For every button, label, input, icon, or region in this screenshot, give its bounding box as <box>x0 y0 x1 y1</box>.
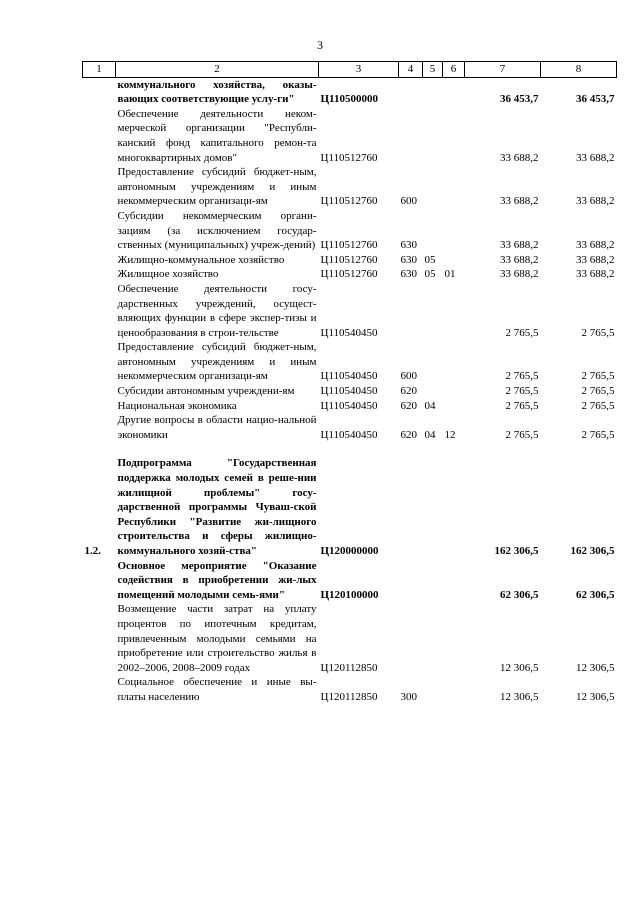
subsection-code <box>443 107 465 165</box>
row-name: Подпрограмма "Государственная поддержка молодых семей в реше-нии жилищной проблемы" госу-дарственной программы Чуваш-ской Республики "Развитие жи-лищного строительства и сферы жилищно-коммунального хозяй-ства" <box>117 457 317 557</box>
amount-col8: 33 688,2 <box>576 239 615 252</box>
target-code: Ц110512760 <box>320 195 378 208</box>
row-number <box>83 253 116 268</box>
subsection-code <box>443 282 465 340</box>
row-number <box>83 165 116 209</box>
row-number <box>83 384 116 399</box>
expense-group <box>399 77 423 107</box>
table-row <box>83 253 617 268</box>
amount-col8: 2 765,5 <box>581 399 615 412</box>
amount-col8: 12 306,5 <box>576 661 615 674</box>
row-name: Субсидии некоммерческим органи-зациям (за исключением государ-ственных (муниципальных) учреж-дений) <box>117 209 317 252</box>
amount-col8: 33 688,2 <box>576 195 615 208</box>
column-header: 4 <box>399 62 423 78</box>
subsection-code <box>443 253 465 268</box>
amount-col8: 162 306,5 <box>570 545 615 557</box>
amount-col7: 12 306,5 <box>500 690 539 703</box>
page-number: 3 <box>317 38 323 52</box>
target-code: Ц110540450 <box>320 385 378 398</box>
row-name: Социальное обеспечение и иные вы-платы населению <box>117 676 317 703</box>
target-code: Ц110512760 <box>320 268 378 281</box>
expense-group: 630 <box>400 239 417 252</box>
expense-group: 630 <box>400 253 417 266</box>
column-header: 3 <box>319 62 399 78</box>
amount-col8: 2 765,5 <box>581 428 615 441</box>
column-header: 8 <box>541 62 617 78</box>
amount-col7: 2 765,5 <box>505 326 539 339</box>
section-code <box>423 77 443 107</box>
row-name: Обеспечение деятельности неком-мерческой организации "Республи-канский фонд капитального ремон-та многоквартирных домов" <box>117 107 317 164</box>
row-name: Предоставление субсидий бюджет-ным, автономным учреждениям и иным некоммерческим организаци-ям <box>117 341 317 383</box>
row-name: Возмещение части затрат на уплату процентов по ипотечным кредитам, привлеченным молодыми семьями на приобретение или строительство жилья в 2002–2006, 2008–2009 годах <box>117 603 317 674</box>
row-number <box>83 399 116 414</box>
table-row <box>83 340 617 384</box>
expense-group: 620 <box>400 399 417 412</box>
section-code: 05 <box>424 268 436 281</box>
table-row <box>83 399 617 414</box>
row-number <box>83 107 116 165</box>
amount-col7: 36 453,7 <box>500 93 539 106</box>
target-code: Ц120000000 <box>320 545 379 557</box>
amount-col7: 33 688,2 <box>500 195 539 208</box>
column-header: 7 <box>465 62 541 78</box>
target-code: Ц110512760 <box>320 151 378 164</box>
row-name: Обеспечение деятельности госу-дарственных учреждений, осущест-вляющих функции в сфере экспер-тизы и ценообразования в строи-тельстве <box>117 282 317 339</box>
target-code: Ц110540450 <box>320 428 378 441</box>
amount-col8: 2 765,5 <box>581 370 615 383</box>
amount-col7: 2 765,5 <box>505 428 539 441</box>
target-code: Ц110512760 <box>320 239 378 252</box>
section-code <box>423 107 443 165</box>
target-code: Ц110540450 <box>320 399 378 412</box>
target-code: Ц120112850 <box>320 690 378 703</box>
subsection-code <box>443 675 465 704</box>
row-name: Жилищно-коммунальное хозяйство <box>117 253 285 266</box>
section-code <box>423 602 443 675</box>
amount-col8: 33 688,2 <box>576 268 615 281</box>
expense-group <box>399 107 423 165</box>
section-code <box>423 675 443 704</box>
column-header: 5 <box>423 62 443 78</box>
expense-group <box>399 559 423 603</box>
expense-group: 600 <box>400 370 417 383</box>
table-row <box>83 107 617 165</box>
amount-col8: 33 688,2 <box>576 253 615 266</box>
amount-col7: 33 688,2 <box>500 239 539 252</box>
row-number: 1.2. <box>84 545 101 557</box>
row-number <box>83 282 116 340</box>
row-name: Национальная экономика <box>117 399 237 412</box>
budget-table <box>82 61 617 705</box>
table-row <box>83 282 617 340</box>
expense-group <box>399 282 423 340</box>
expense-group: 600 <box>400 195 417 208</box>
amount-col8: 36 453,7 <box>576 93 615 106</box>
expense-group: 620 <box>400 385 417 398</box>
row-number <box>83 602 116 675</box>
table-row <box>83 675 617 704</box>
amount-col7: 12 306,5 <box>500 661 539 674</box>
row-name: коммунального хозяйства, оказы-вающих соответствующие услу-ги" <box>117 78 317 106</box>
target-code: Ц110540450 <box>320 370 378 383</box>
amount-col7: 162 306,5 <box>494 545 539 557</box>
amount-col8: 33 688,2 <box>576 151 615 164</box>
section-code <box>423 282 443 340</box>
subsection-code <box>443 456 465 558</box>
column-header: 6 <box>443 62 465 78</box>
expense-group: 620 <box>400 428 417 441</box>
row-name: Жилищное хозяйство <box>117 268 219 281</box>
target-code: Ц110512760 <box>320 253 378 266</box>
section-code <box>423 384 443 399</box>
amount-col7: 33 688,2 <box>500 268 539 281</box>
section-code: 04 <box>424 428 436 441</box>
subsection-code <box>443 384 465 399</box>
row-number <box>83 559 116 603</box>
row-name: Предоставление субсидий бюджет-ным, автономным учреждениям и иным некоммерческим организаци-ям <box>117 166 317 208</box>
amount-col7: 2 765,5 <box>505 399 539 412</box>
row-name: Другие вопросы в области нацио-нальной экономики <box>117 414 317 441</box>
subsection-code <box>443 559 465 603</box>
amount-col7: 2 765,5 <box>505 385 539 398</box>
table-row <box>83 456 617 558</box>
row-number <box>83 413 116 442</box>
amount-col7: 2 765,5 <box>505 370 539 383</box>
subsection-code <box>443 209 465 253</box>
table-row <box>83 267 617 282</box>
subsection-code <box>443 165 465 209</box>
target-code: Ц110500000 <box>320 93 378 106</box>
section-code: 04 <box>424 399 436 412</box>
table-row <box>83 209 617 253</box>
column-header: 2 <box>116 62 319 78</box>
amount-col7: 33 688,2 <box>500 151 539 164</box>
amount-col7: 62 306,5 <box>500 588 539 601</box>
expense-group <box>399 456 423 558</box>
subsection-code <box>443 602 465 675</box>
table-row <box>83 77 617 107</box>
amount-col8: 2 765,5 <box>581 326 615 339</box>
table-row <box>83 559 617 603</box>
target-code: Ц120112850 <box>320 661 378 674</box>
row-number <box>83 209 116 253</box>
subsection-code <box>443 399 465 414</box>
section-code <box>423 209 443 253</box>
section-code <box>423 340 443 384</box>
subsection-code <box>443 77 465 107</box>
spacer-row <box>83 442 617 456</box>
section-code <box>423 165 443 209</box>
amount-col8: 2 765,5 <box>581 385 615 398</box>
amount-col7: 33 688,2 <box>500 253 539 266</box>
row-number <box>83 77 116 107</box>
target-code: Ц110540450 <box>320 326 378 339</box>
amount-col8: 12 306,5 <box>576 690 615 703</box>
expense-group <box>399 602 423 675</box>
target-code: Ц120100000 <box>320 588 379 601</box>
section-code: 05 <box>424 253 436 266</box>
table-row <box>83 602 617 675</box>
row-name: Субсидии автономным учреждени-ям <box>117 385 295 398</box>
section-code <box>423 456 443 558</box>
amount-col8: 62 306,5 <box>576 588 615 601</box>
column-header-row <box>83 62 617 78</box>
table-row <box>83 413 617 442</box>
table-row <box>83 384 617 399</box>
subsection-code: 12 <box>444 428 456 441</box>
row-number <box>83 340 116 384</box>
spacer-cell <box>83 442 617 456</box>
section-code <box>423 559 443 603</box>
table-row <box>83 165 617 209</box>
subsection-code <box>443 340 465 384</box>
row-number <box>83 675 116 704</box>
row-name: Основное мероприятие "Оказание содействия в приобретении жи-лых помещений молодыми семь-ями" <box>117 559 317 601</box>
expense-group: 630 <box>400 268 417 281</box>
row-number <box>83 267 116 282</box>
expense-group: 300 <box>400 690 417 703</box>
subsection-code: 01 <box>444 268 456 281</box>
column-header: 1 <box>83 62 116 78</box>
